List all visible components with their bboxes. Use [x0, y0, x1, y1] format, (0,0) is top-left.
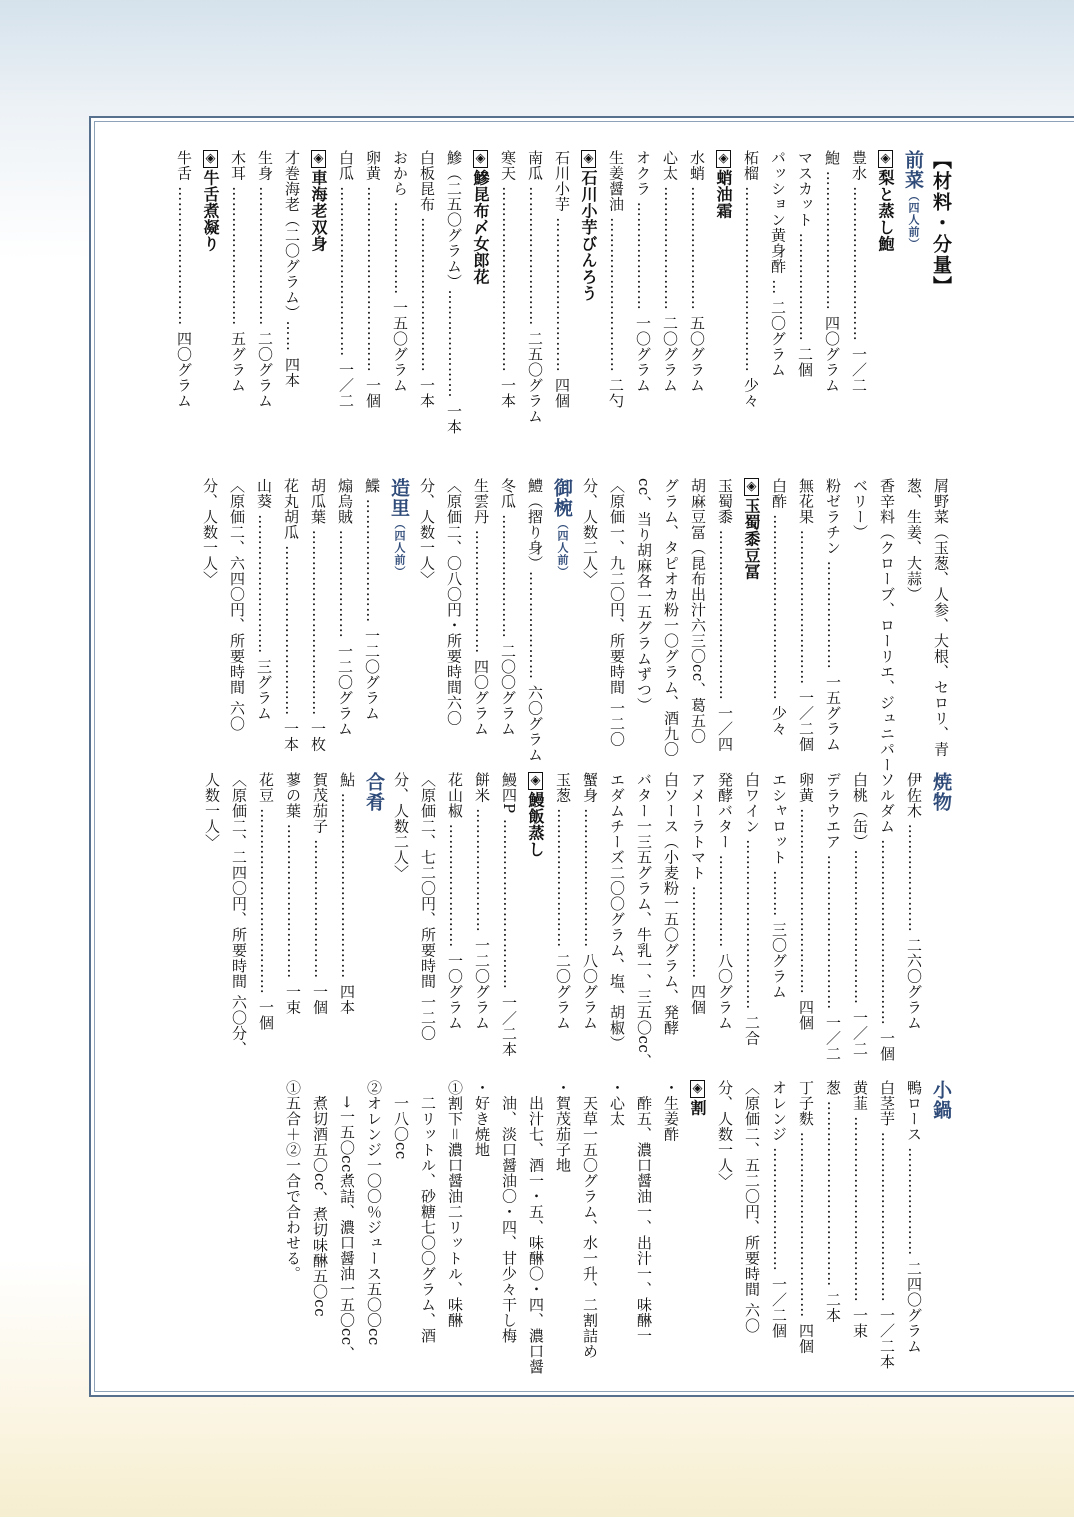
ingredient-line: 鰈 …………………… 一二〇グラム: [363, 478, 381, 722]
dish-title: ◈ 牛舌煮凝り: [197, 150, 224, 468]
section-heading-text: 前菜: [902, 150, 924, 190]
ingredient-line: 〈原価二、五二〇円、所要時間 六〇: [743, 1080, 761, 1334]
ingredient-line: 水蛸 …………………… 五〇グラム: [688, 150, 706, 394]
ingredient-line: 鰺（二五〇グラム）………………… 一本: [445, 150, 463, 435]
ingredient-line: 山葵 ……………………… 三グラム: [255, 478, 273, 722]
page-title: 【材料・分量】: [930, 150, 952, 297]
ingredient-line: 分、人数一人〉: [418, 478, 436, 587]
ingredient-line: ・賀茂茄子地: [554, 1080, 572, 1173]
ingredient-line: 牛舌 ……………………… 四〇グラム: [175, 150, 193, 409]
ingredient-line: 屑野菜（玉葱、人参、大根、セロリ、青: [932, 478, 950, 757]
ingredient-line: 花丸胡瓜 …………………………… 一本: [282, 478, 300, 753]
ingredient-line: 白瓜 …………………………… 一／二: [337, 150, 355, 409]
dish-title: ◈ 車海老双身: [305, 150, 332, 468]
ingredient-line: →一五〇cc煮詰、濃口醤油一五〇cc、: [338, 1080, 356, 1362]
ingredient-line: デラウエア ………………………… 一／二: [824, 772, 842, 1062]
ingredient-line: 煽烏賊 ………………… 一二〇グラム: [336, 478, 354, 737]
ingredient-line: 分、人数二人〉: [581, 478, 599, 587]
ingredient-line: 花山椒 …………………… 一〇グラム: [446, 772, 464, 1031]
ingredient-line: 生雲丹 …………………… 四〇グラム: [472, 478, 490, 737]
ingredient-line: 粉ゼラチン ………………… 一五グラム: [824, 478, 842, 753]
section-heading: [899, 150, 927, 468]
ingredient-line: ①五合＋②一合で合わせる。: [284, 1080, 302, 1282]
ingredient-line: グラム、タピオカ粉一〇グラム、酒九〇: [662, 478, 680, 757]
ingredient-line: 鱧（摺り身）………………… 六〇グラム: [526, 478, 544, 763]
ingredient-line: ①割下＝濃口醤油二リットル、味醂: [446, 1080, 464, 1329]
ingredient-line: 花豆 ……………………………… 一個: [257, 772, 275, 1031]
dish-title: ◈ 石川小芋びんろう: [575, 150, 602, 468]
ingredient-line: 人数一人〉: [203, 772, 221, 850]
ingredient-line: 卵黄 ……………………………… 四個: [797, 772, 815, 1031]
ingredient-line: 蟹身 ……………………… 八〇グラム: [581, 772, 599, 1031]
ingredient-line: ソルダム ……………………………… 一個: [878, 772, 896, 1062]
ingredient-line: 白ワイン …………………………… 二合: [743, 772, 761, 1047]
section-heading: [360, 772, 387, 1064]
dish-title: ◈ 割: [684, 1080, 711, 1380]
ingredient-line: 心太 …………………… 二〇グラム: [661, 150, 679, 394]
ingredient-line: 白茎芋 …………………………… 一／二本: [878, 1080, 896, 1370]
ingredient-line: 鮑 ……………………… 四〇グラム: [823, 150, 841, 394]
ingredient-line: 天草一五〇グラム、水一升、二割詰め: [581, 1080, 599, 1359]
ingredient-line: 出汁七、酒一・五、味醂〇・四、濃口醤: [527, 1080, 545, 1375]
ingredient-line: 分、人数一人〉: [201, 478, 219, 587]
ingredient-line: 蓼の葉 ………………………… 一束: [284, 772, 302, 1016]
ingredient-line: 葱 ……………………………… 二本: [824, 1080, 842, 1324]
ingredient-line: 一八〇cc: [392, 1080, 410, 1160]
ingredient-line: 柘榴 ……………………………… 少々: [742, 150, 760, 409]
ingredient-line: 酢五、濃口醤油一、出汁一、味醂一: [635, 1080, 653, 1344]
ingredient-line: ・心太: [608, 1080, 626, 1127]
ingredient-line: 胡瓜葉 ……………………………… 一枚: [309, 478, 327, 753]
ingredient-line: 白ソース（小麦粉一五〇グラム、発酵: [662, 772, 680, 1036]
ingredient-line: マスカット ………………… 二個: [796, 150, 814, 378]
ingredient-line: 賀茂茄子 ……………………… 一個: [311, 772, 329, 1016]
section-heading-servings: （四人前）: [393, 518, 406, 578]
section-heading-servings: （四人前）: [907, 190, 920, 250]
column-1: [170, 150, 954, 468]
ingredient-line: 伊佐木 ………………… 二六〇グラム: [905, 772, 923, 1031]
ingredient-line: ・生姜酢: [662, 1080, 680, 1142]
ingredient-line: 玉蜀黍 …………………………… 一／四: [716, 478, 734, 753]
ingredient-line: 餅米 …………………… 一二〇グラム: [473, 772, 491, 1031]
ingredient-line: 発酵バター ……………… 八〇グラム: [716, 772, 734, 1031]
ingredient-line: 石川小芋 ………………………… 四個: [553, 150, 571, 409]
ingredient-line: 〈原価二、二四〇円、所要時間 六〇分、: [230, 772, 248, 1057]
ingredient-line: 玉葱 ……………………… 二〇グラム: [554, 772, 572, 1031]
ingredient-line: 白酢 ……………………………… 少々: [770, 478, 788, 737]
column-3: [198, 772, 954, 1069]
ingredient-line: 分、人数一人〉: [716, 1080, 734, 1189]
section-heading-text: 小鍋: [930, 1080, 952, 1120]
ingredient-line: 南瓜 ……………………… 二五〇グラム: [526, 150, 544, 425]
dish-title: ◈ 梨と蒸し鮑: [872, 150, 899, 468]
dish-title: ◈ 鰻飯蒸し: [522, 772, 549, 1064]
ingredient-line: 卵黄 ……………………………… 一個: [364, 150, 382, 409]
ingredient-line: 〈原価二、〇八〇円・所要時間六〇: [445, 478, 463, 726]
ingredient-line: 黄韮 ……………………………… 一束: [851, 1080, 869, 1339]
ingredient-line: 〈原価二、六四〇円、所要時間 六〇: [228, 478, 246, 732]
ingredient-line: 煮切酒五〇cc、煮切味醂五〇cc: [311, 1080, 329, 1318]
ingredient-line: 油、淡口醤油〇・四、甘少々干し梅: [500, 1080, 518, 1344]
section-heading-text: 合肴: [363, 772, 385, 812]
ingredient-line: パッション黄身酢 … 二〇グラム: [769, 150, 787, 378]
ingredient-line: 無花果 ………………………… 一／二個: [797, 478, 815, 753]
ingredient-line: アメーラトマト ……………… 四個: [689, 772, 707, 1016]
ingredient-line: 白板昆布 ………………………… 一本: [418, 150, 436, 409]
ingredient-line: 〈原価一、九二〇円、所要時間 一二〇: [608, 478, 626, 747]
section-heading: [548, 478, 576, 768]
section-heading-text: 造里: [388, 478, 410, 518]
ingredient-line: ②オレンジ一〇〇％ジュース五〇〇cc: [365, 1080, 383, 1346]
ingredient-line: 胡麻豆冨（昆布出汁六三〇cc、葛五〇: [689, 478, 707, 744]
ingredient-line: 二リットル、砂糖七〇〇グラム、酒: [419, 1080, 437, 1344]
section-heading-text: 御椀: [551, 478, 573, 518]
section-heading: [385, 478, 413, 768]
section-heading: [927, 772, 954, 1064]
ingredient-line: ・好き焼地: [473, 1080, 491, 1158]
ingredient-line: 鰻四P …………………………… 一／二本: [500, 772, 518, 1057]
ingredient-line: 葱、生姜、大蒜）: [905, 478, 923, 602]
ingredient-line: オクラ ………………… 一〇グラム: [634, 150, 652, 394]
ingredient-line: 寒天 ……………………………… 一本: [499, 150, 517, 409]
ingredient-line: 〈原価二、七二〇円、所要時間 一二〇: [419, 772, 437, 1041]
ingredient-line: 鮎 ……………………………… 四本: [338, 772, 356, 1016]
dish-title: ◈ 玉蜀黍豆冨: [738, 478, 765, 768]
section-heading-servings: （四人前）: [556, 518, 569, 578]
section-heading: [927, 1080, 954, 1380]
ingredient-line: 木耳 ……………………… 五グラム: [229, 150, 247, 394]
section-heading-text: 焼物: [930, 772, 952, 812]
ingredient-line: ベリー）: [851, 478, 869, 540]
ingredient-line: 生身 ……………………… 二〇グラム: [256, 150, 274, 409]
ingredient-line: 豊水 ………………………… 一／二: [850, 150, 868, 394]
dish-title: ◈ 蛸油霜: [710, 150, 737, 468]
ingredient-line: 分、人数二人〉: [392, 772, 410, 881]
ingredient-line: 香辛料（クローブ、ローリエ、ジュニパー: [878, 478, 896, 773]
ingredient-line: 丁子麩 ……………………………… 四個: [797, 1080, 815, 1355]
column-4: [279, 1080, 954, 1380]
column-2: [196, 478, 954, 773]
ingredient-line: オレンジ …………………… 一／二個: [770, 1080, 788, 1339]
ingredient-line: 鴨ロース ………………… 二四〇グラム: [905, 1080, 923, 1355]
ingredient-line: バター一三五グラム、牛乳一、三五〇cc、: [635, 772, 653, 1069]
dish-title: ◈ 鰺昆布〆女郎花: [467, 150, 494, 468]
ingredient-line: エダムチーズ二〇〇グラム、塩、胡椒）: [608, 772, 626, 1051]
ingredient-line: cc、当り胡麻各一五グラムずつ）: [635, 478, 653, 713]
ingredient-line: 才巻海老（二〇グラム）…… 四本: [283, 150, 301, 388]
ingredient-line: 白桃（缶）………………………… 一／二: [851, 772, 869, 1057]
ingredient-line: 冬瓜 …………………… 二〇〇グラム: [499, 478, 517, 737]
ingredient-line: おから ……………… 一五〇グラム: [391, 150, 409, 394]
ingredient-line: エシャロット ……… 三〇グラム: [770, 772, 788, 1000]
ingredient-line: 生姜醤油 ………………………… 二勺: [607, 150, 625, 409]
